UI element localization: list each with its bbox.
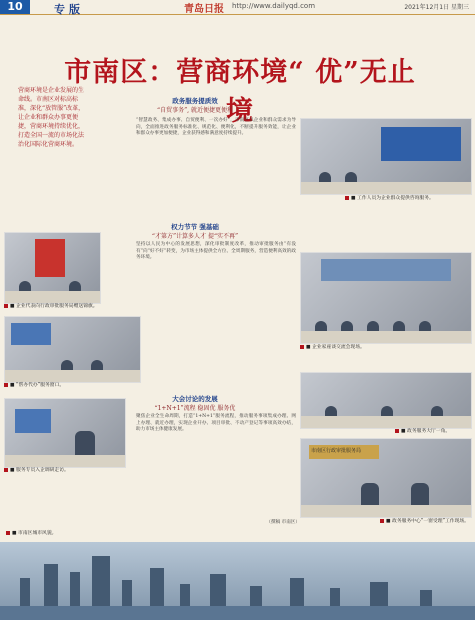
photo-award-ceremony [4, 232, 101, 304]
office-sign-text: 市南区行政审批服务局 [311, 448, 362, 454]
section-2-heading [140, 222, 250, 240]
photo-staff-computer [4, 398, 126, 468]
projection-screen [321, 259, 451, 281]
caption-text: ■ 企业家座谈交流会现场。 [306, 345, 365, 350]
photo-office-window [4, 316, 141, 383]
caption-skyline [6, 530, 126, 537]
floor [5, 291, 100, 303]
issue-date: 2021年12月1日 星期三 [404, 4, 469, 11]
building [290, 578, 304, 608]
desk [5, 455, 125, 467]
conference-table [301, 331, 471, 343]
building [180, 584, 190, 608]
building [70, 572, 80, 608]
service-counter [301, 416, 471, 428]
section-1-subtitle: “自贸事务”, 就近便捷更便利 [157, 107, 233, 114]
section-1-body: “智慧政务、集成办事、自贸便利、一次办好”，市南区以企业和群众需求为导向，全面推进政务服务标准化、规范化、便利化，不断提升服务效能，让企业和群众办事更加便捷，企业获得感和满意度持续提升。 [136, 118, 296, 136]
caption-text: ■ 企业代表向行政审批服务局赠送锦旗。 [10, 304, 98, 309]
photo-meeting-room [300, 252, 472, 344]
section-1-heading [140, 96, 250, 114]
section-1-title: 政务服务提质效 [172, 97, 218, 105]
caption-text: ■ 工作人员为企业群众提供咨询服务。 [351, 196, 434, 201]
building [370, 582, 388, 608]
header-bar [0, 0, 475, 15]
section-label: 专版 [54, 3, 84, 16]
building [44, 564, 58, 608]
section-2-body: 坚持以人民为中心的发展思想，深化审批制度改革，推动审批服务由“有没有”向“好不好”转变，为市场主体提供全方位、全周期服务，营造便利高效的政务环境。 [136, 242, 296, 260]
building [210, 574, 226, 608]
website-url[interactable]: http://www.dailyqd.com [232, 2, 316, 10]
sea [0, 606, 475, 620]
lead-paragraph: 营商环境是企业发展的生命线。市南区对标高标准，深化“放管服”改革，让企业和群众办事更便捷，营商环境持续优化，打造全国一流的市场化法治化国际化营商环境。 [18, 87, 85, 148]
service-counter [301, 182, 471, 194]
caption-text: ■ “帮办代办”服务窗口。 [10, 383, 65, 388]
section-3-heading [140, 394, 250, 412]
caption-window [4, 382, 144, 389]
floor [301, 505, 471, 517]
photo-service-hall [300, 118, 472, 195]
section-3-subtitle: “1+N+1”流程 稳固优 服务优 [154, 405, 236, 412]
caption-staff-sign [380, 518, 475, 525]
caption-award [4, 303, 134, 310]
section-3-title: 大会讨论的发展 [172, 395, 218, 403]
section-3-body: 聚焦企业全生命周期，打造“1+N+1”服务流程，推动服务事项集成办理、网上办理、就近办理，实现企业开办、项目审批、不动产登记等事项高效办结，助力市场主体健康发展。 [136, 414, 296, 432]
caption-staff [4, 467, 134, 474]
window [11, 323, 51, 345]
caption-text: ■ 服务专员入企调研走访。 [10, 468, 69, 473]
section-2-subtitle: “才第方”计算多人才 提“实不再” [151, 233, 239, 240]
building [330, 588, 340, 608]
caption-meeting [300, 344, 475, 351]
caption-text: ■ 市南区城市风貌。 [12, 531, 57, 536]
photo-counters [300, 372, 472, 429]
caption-counters [395, 428, 475, 435]
closing-note: （撰稿 市南区） [266, 520, 300, 525]
caption-text: ■ 政务服务中心“一窗受理”工作现场。 [386, 519, 469, 524]
display-board [381, 127, 461, 161]
page-headline: 市南区：营商环境“ 优”无止境 [64, 57, 416, 127]
newspaper-logo: 青岛日报 [184, 4, 224, 15]
red-banner [35, 239, 65, 277]
caption-service-hall [345, 195, 475, 202]
page-number: 10 [0, 0, 30, 14]
building [250, 586, 262, 608]
building [122, 580, 132, 608]
section-2-title: 权力节节 强基础 [171, 223, 219, 231]
service-counter [5, 370, 140, 382]
building [92, 556, 110, 608]
caption-text: ■ 政务服务大厅一角。 [401, 429, 451, 434]
monitor [15, 409, 51, 433]
building [150, 568, 164, 608]
photo-staff-sign [300, 438, 472, 518]
city-skyline-photo [0, 542, 475, 620]
building [20, 578, 30, 608]
